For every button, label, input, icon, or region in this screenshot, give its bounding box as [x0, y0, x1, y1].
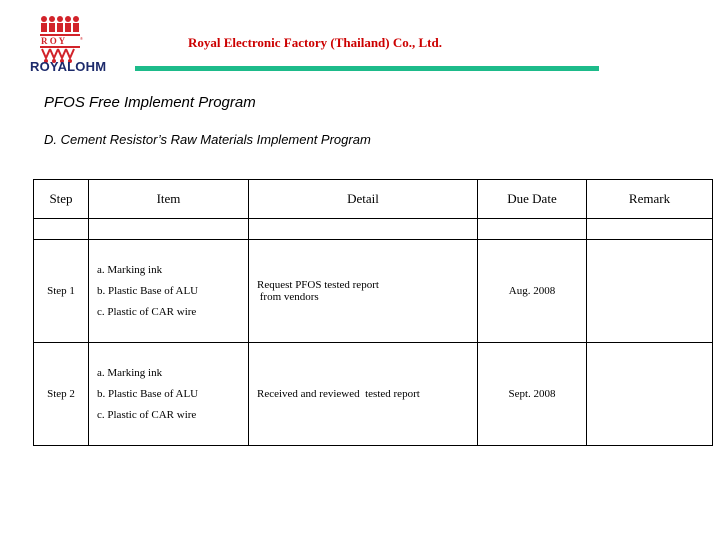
due-date-cell: Sept. 2008	[478, 343, 587, 446]
table-row	[34, 240, 713, 343]
implement-program-table	[33, 179, 713, 446]
header-detail: Detail	[249, 180, 478, 219]
svg-text:®: ®	[80, 36, 83, 41]
item-cell	[89, 343, 249, 446]
detail-cell	[249, 240, 478, 343]
logo-wordmark: ROYALOHM	[30, 59, 107, 74]
due-date-cell: Aug. 2008	[478, 240, 587, 343]
svg-text:R O Y: R O Y	[41, 36, 66, 46]
table-header-row	[34, 180, 713, 219]
item-line: a. Marking ink	[97, 263, 163, 276]
header-step: Step	[34, 180, 89, 219]
section-subtitle: D. Cement Resistor’s Raw Materials Implement Program	[44, 132, 371, 147]
detail-line: Request PFOS tested report	[257, 279, 379, 291]
detail-line: from vendors	[257, 291, 319, 303]
page-title: PFOS Free Implement Program	[44, 94, 256, 111]
step-cell: Step 2	[34, 343, 89, 446]
item-line: b. Plastic Base of ALU	[97, 284, 199, 297]
item-line: a. Marking ink	[97, 366, 163, 379]
item-line: b. Plastic Base of ALU	[97, 387, 199, 400]
item-line: c. Plastic of CAR wire	[97, 305, 197, 318]
header-remark: Remark	[587, 180, 713, 219]
detail-line: Received and reviewed tested report	[257, 388, 420, 400]
detail-cell	[249, 343, 478, 446]
header-due-date: Due Date	[478, 180, 587, 219]
remark-cell	[587, 240, 713, 343]
table-spacer-row	[34, 219, 713, 240]
header-accent-line	[135, 66, 599, 71]
item-line: c. Plastic of CAR wire	[97, 408, 197, 421]
item-cell	[89, 240, 249, 343]
company-name: Royal Electronic Factory (Thailand) Co., Ltd.	[188, 35, 442, 50]
table-row	[34, 343, 713, 446]
header-item: Item	[89, 180, 249, 219]
remark-cell	[587, 343, 713, 446]
step-cell: Step 1	[34, 240, 89, 343]
